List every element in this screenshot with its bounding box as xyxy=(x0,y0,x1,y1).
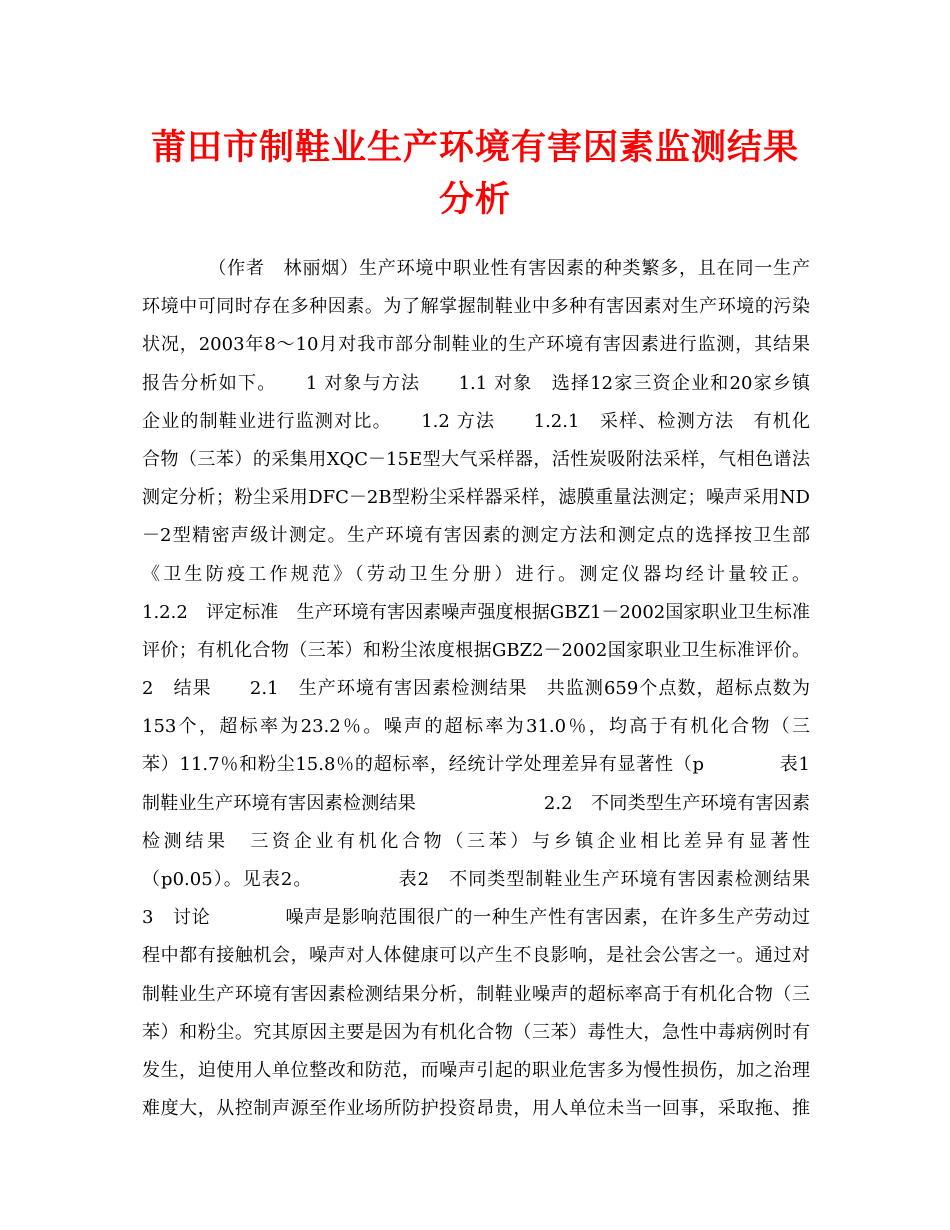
body-line: 发生，迫使用人单位整改和防范，而噪声引起的职业危害多为慢性损伤，加之治理 xyxy=(142,1059,810,1081)
document-body xyxy=(142,250,810,1128)
body-line: 制鞋业生产环境有害因素检测结果 2.2 不同类型生产环境有害因素 xyxy=(142,792,810,814)
body-line: 3 讨论 噪声是影响范围很广的一种生产性有害因素，在许多生产劳动过 xyxy=(142,907,810,929)
body-line: 苯）和粉尘。究其原因主要是因为有机化合物（三苯）毒性大，急性中毒病例时有 xyxy=(142,1021,810,1043)
body-line: 环境中可同时存在多种因素。为了解掌握制鞋业中多种有害因素对生产环境的污染 xyxy=(142,296,810,318)
body-line: 苯）11.7％和粉尘15.8％的超标率，经统计学处理差异有显著性（p 表1 xyxy=(142,754,810,776)
body-line: 测定分析；粉尘采用DFC－2B型粉尘采样器采样，滤膜重量法测定；噪声采用ND xyxy=(142,487,810,509)
body-line: （p0.05）。见表2。 表2 不同类型制鞋业生产环境有害因素检测结果 xyxy=(142,869,810,890)
body-line: 《卫生防疫工作规范》（劳动卫生分册）进行。测定仪器均经计量较正。 xyxy=(142,563,810,585)
body-line: 2 结果 2.1 生产环境有害因素检测结果 共监测659个点数，超标点数为 xyxy=(142,678,810,700)
body-line: 1.2.2 评定标准 生产环境有害因素噪声强度根据GBZ1－2002国家职业卫生标准 xyxy=(142,601,810,623)
body-line: 制鞋业生产环境有害因素检测结果分析，制鞋业噪声的超标率高于有机化合物（三 xyxy=(142,983,810,1005)
body-line: 状况，2003年8～10月对我市部分制鞋业的生产环境有害因素进行监测，其结果 xyxy=(142,334,810,356)
body-line: 检测结果 三资企业有机化合物（三苯）与乡镇企业相比差异有显著性 xyxy=(142,830,810,852)
body-line: －2型精密声级计测定。生产环境有害因素的测定方法和测定点的选择按卫生部 xyxy=(142,525,810,547)
body-line: （作者 林丽烟）生产环境中职业性有害因素的种类繁多，且在同一生产 xyxy=(142,258,810,279)
body-line: 报告分析如下。 1 对象与方法 1.1 对象 选择12家三资企业和20家乡镇 xyxy=(142,372,810,394)
body-line: 难度大，从控制声源至作业场所防护投资昂贵，用人单位未当一回事，采取拖、推 xyxy=(142,1098,810,1120)
body-line: 合物（三苯）的采集用XQC－15E型大气采样器，活性炭吸附法采样，气相色谱法 xyxy=(142,448,810,470)
document-title: 莆田市制鞋业生产环境有害因素监测结果分析 xyxy=(150,128,799,220)
body-line: 153个，超标率为23.2％。噪声的超标率为31.0％，均高于有机化合物（三 xyxy=(142,716,810,738)
body-line: 企业的制鞋业进行监测对比。 1.2 方法 1.2.1 采样、检测方法 有机化 xyxy=(142,410,810,432)
body-line: 程中都有接触机会，噪声对人体健康可以产生不良影响，是社会公害之一。通过对 xyxy=(142,945,810,967)
body-line: 评价；有机化合物（三苯）和粉尘浓度根据GBZ2－2002国家职业卫生标准评价。 xyxy=(142,639,810,661)
